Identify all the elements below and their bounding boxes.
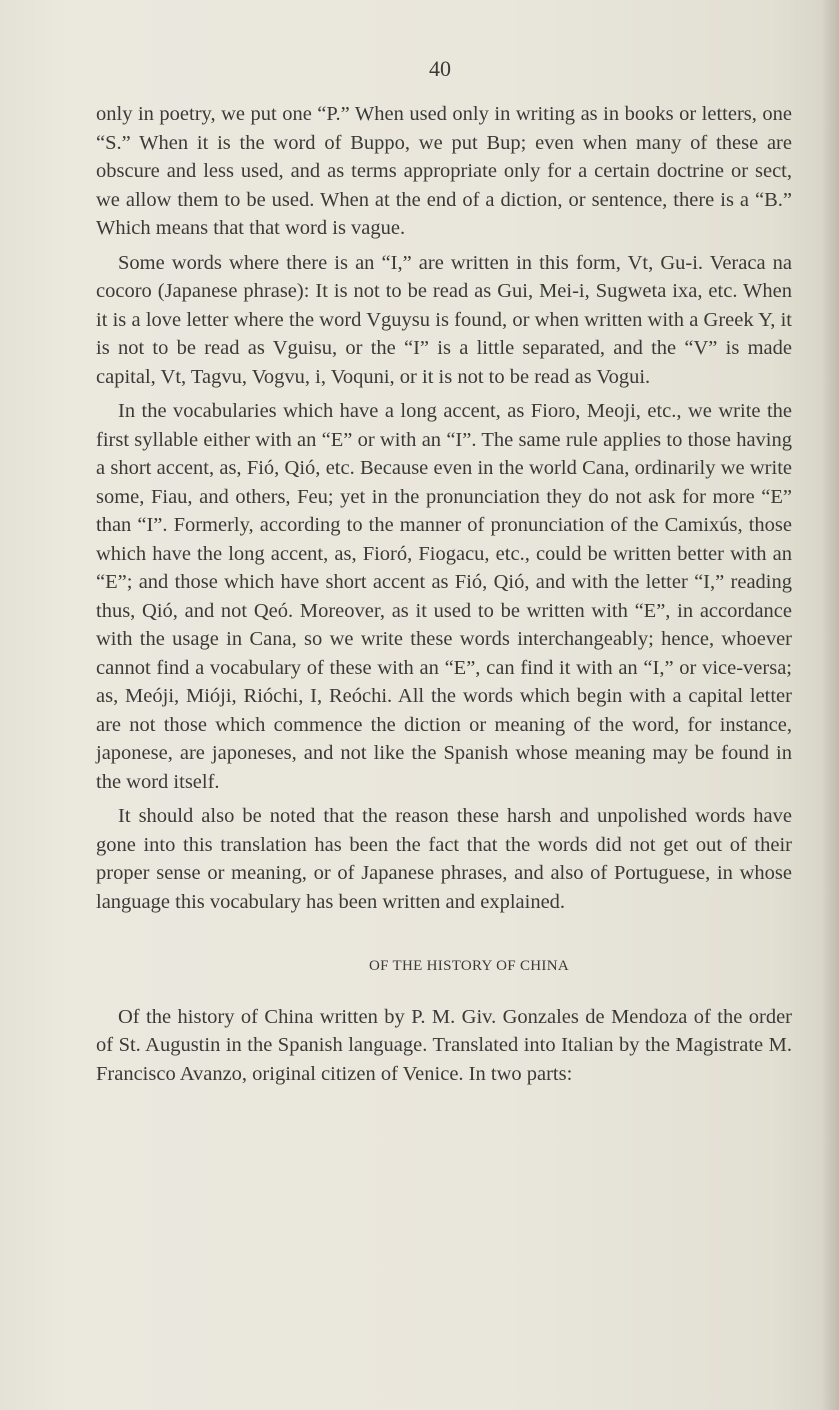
paragraph-4: It should also be noted that the reason these harsh and unpolished words have gone into this translation has been the fact that the words did not get out of their proper sense or meaning, or of Japanese phrases, and also of Portuguese, in whose language this vocabulary has been written and explained. (96, 805, 792, 913)
page-number: 40 (429, 56, 451, 81)
paragraph-2: Some words where there is an “I,” are written in this form, Vt, Gu-i. Veraca na cocoro (Japanese phrase): It is not to be read as Gui, Mei-i, Sugweta ixa, etc. When it is a love letter where the word Vguysu is found, or when written with a Greek Y, it is not to be read as Vguisu, or the “I” is a little separated, and the “V” is made capital, Vt, Tagvu, Vogvu, i, Voquni, or it is not to be read as Vogui. (96, 251, 792, 388)
paragraph-1: only in poetry, we put one “P.” When used only in writing as in books or letters, one “S.” When it is the word of Buppo, we put Bup; even when many of these are obscure and less used, and as terms appropriate only for a certain doctrine or sect, we allow them to be used. When at the end of a diction, or sentence, there is a “B.” Which means that that word is vague. (96, 103, 792, 239)
section-heading: OF THE HISTORY OF CHINA (369, 958, 569, 974)
page-edge-shadow (821, 0, 839, 1410)
body-text (96, 100, 792, 1094)
closing-paragraph: Of the history of China written by P. M. Giv. Gonzales de Mendoza of the order of St. Augustin in the Spanish language. Translated into Italian by the Magistrate M. Francisco Avanzo, original citizen of Venice. In two parts: (96, 1005, 792, 1085)
paragraph-3: In the vocabularies which have a long accent, as Fioro, Meoji, etc., we write the first syllable either with an “E” or with an “I”. The same rule applies to those having a short accent, as, Fió, Qió, etc. Because even in the world Cana, ordinarily we write some, Fiau, and others, Feu; yet in the pronunciation they do not ask for more “E” than “I”. Formerly, according to the manner of pronunciation of the Camixús, those which have the long accent, as, Fioró, Fiogacu, etc., could be written better with an “E”; and those which have short accent as Fió, Qió, and with the letter “I,” reading thus, Qió, and not Qeó. Moreover, as it used to be written with “E”, in accordance with the usage in Cana, so we write these words interchangeably; hence, whoever cannot find a vocabulary of these with an “E”, can find it with an “I,” or vice-versa; as, Meóji, Mióji, Rióchi, I, Reóchi. All the words which begin with a capital letter are not those which commence the diction or meaning of the word, for instance, japonese, are japoneses, and not like the Spanish whose meaning may be found in the word itself. (96, 400, 792, 793)
